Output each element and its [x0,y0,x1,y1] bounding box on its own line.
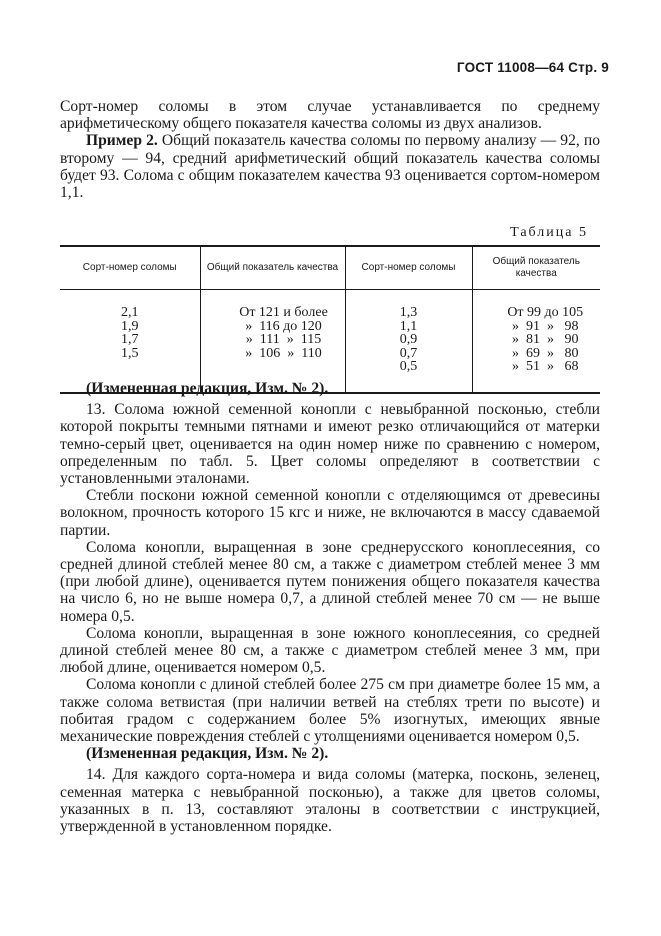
col-sort-1 [60,290,200,394]
table-cell: 0,5 [399,359,418,374]
table-cell: 1,5 [121,345,139,361]
paragraph-stems-poskon: Стебли поскони южной семенной конопли с отделяющимся от древесины волокном, прочность которого 15 кгс и ниже, не включаются в массу сдаваемой партии. [60,487,600,539]
amendment-note: (Измененная редакция, Изм. № 2). [86,745,329,763]
table-header-row [60,246,600,290]
col-header-sort-1: Сорт-номер соломы [60,246,200,290]
table-cell: 1,9 [121,318,139,334]
table-cell: 1,1 [399,318,418,334]
table-cell: 1,7 [121,332,139,347]
table-cell: 2,1 [121,305,139,320]
table-cell: 1,3 [399,305,418,320]
table-cell: » 111 » 115 [245,332,322,347]
table-cell: От 121 и более [239,305,328,320]
col-sort-2 [345,290,472,394]
table-cell: » 106 » 110 [245,345,322,361]
table-cell: 0,9 [399,332,418,347]
table-cell: 0,7 [399,345,418,361]
table-cell: » 116 до 120 [245,318,322,334]
amendment-note: (Измененная редакция, Изм. № 2). [86,380,329,397]
table-cell: От 99 до 105 [507,305,584,320]
text-block-bottom [60,380,600,835]
paragraph-14: 14. Для каждого сорта-номера и вида соломы (матерка, посконь, зеленец, семенная матерка с невыбранной посконью), а также для цветов соломы, указанных в п. 13, составляют эталоны в соответствии с инструкцией, утвержденной в установленном порядке. [60,766,600,836]
paragraph-southern-zone: Солома конопли, выращенная в зоне южного коноплесеяния, со средней длиной стеблей менее 80 см, а также с диаметром стеблей менее 3 мм, при любой длине, оценивается номером 0,5. [60,624,600,677]
example-label: Пример 2. [86,132,158,150]
example-text: Общий показатель качества соломы по первому анализу — 92, по второму — 94, средний арифметический общий показатель качества соломы будет 93. Солома с общим показателем качества 93 оценивается сортом-номером 1,1. [60,132,600,202]
col-header-sort-2: Сорт-номер соломы [345,246,472,290]
table-caption: Таблица 5 [510,225,588,240]
paragraph-example-2 [60,132,600,201]
col-quality-1 [200,290,345,394]
col-header-quality-1: Общий показатель качества [200,246,345,290]
table-row [60,290,600,394]
running-header: ГОСТ 11008—64 Стр. 9 [456,60,609,75]
col-quality-2 [472,290,600,394]
paragraph-central-zone: Солома конопли, выращенная в зоне среднерусского коноплесеяния, со средней длиной стеблей менее 80 см, а также с диаметром стеблей менее 3 мм (при любой длине), оценивается путем понижения общего показателя качества на число 6, но не выше номера 0,7, а длиной стеблей менее 70 см — не выше номера 0,5. [60,538,600,625]
col-header-quality-2: Общий показатель качества [472,246,600,290]
paragraph-sort-number: Сорт-номер соломы в этом случае устанавливается по среднему арифметическому общего показателя качества соломы из двух анализов. [60,98,600,133]
paragraph-long-stems: Солома конопли с длиной стеблей более 275 см при диаметре более 15 мм, а также солома ветвистая (при наличии ветвей на стеблях трети по высоте) и побитая градом с содержанием более 5% изогнутых, имеющих явные механические повреждения стеблей с утолщениями оценивается номером 0,5. [60,676,600,746]
paragraph-13: 13. Солома южной семенной конопли с невыбранной посконью, стебли которой покрыты темными пятнами и имеют резко отличающийся от матерки темно-серый цвет, оценивается на один номер ниже по сравнению с номером, определенным по табл. 5. Цвет соломы определяют в соответствии с установленными эталонами. [60,401,600,488]
table-5 [60,245,600,394]
table-cell: » 69 » 80 [512,345,579,361]
text-block-top [60,98,600,201]
table-cell: » 91 » 98 [512,318,579,334]
table-cell: » 81 » 90 [512,332,579,347]
table-cell: » 51 » 68 [512,359,579,374]
